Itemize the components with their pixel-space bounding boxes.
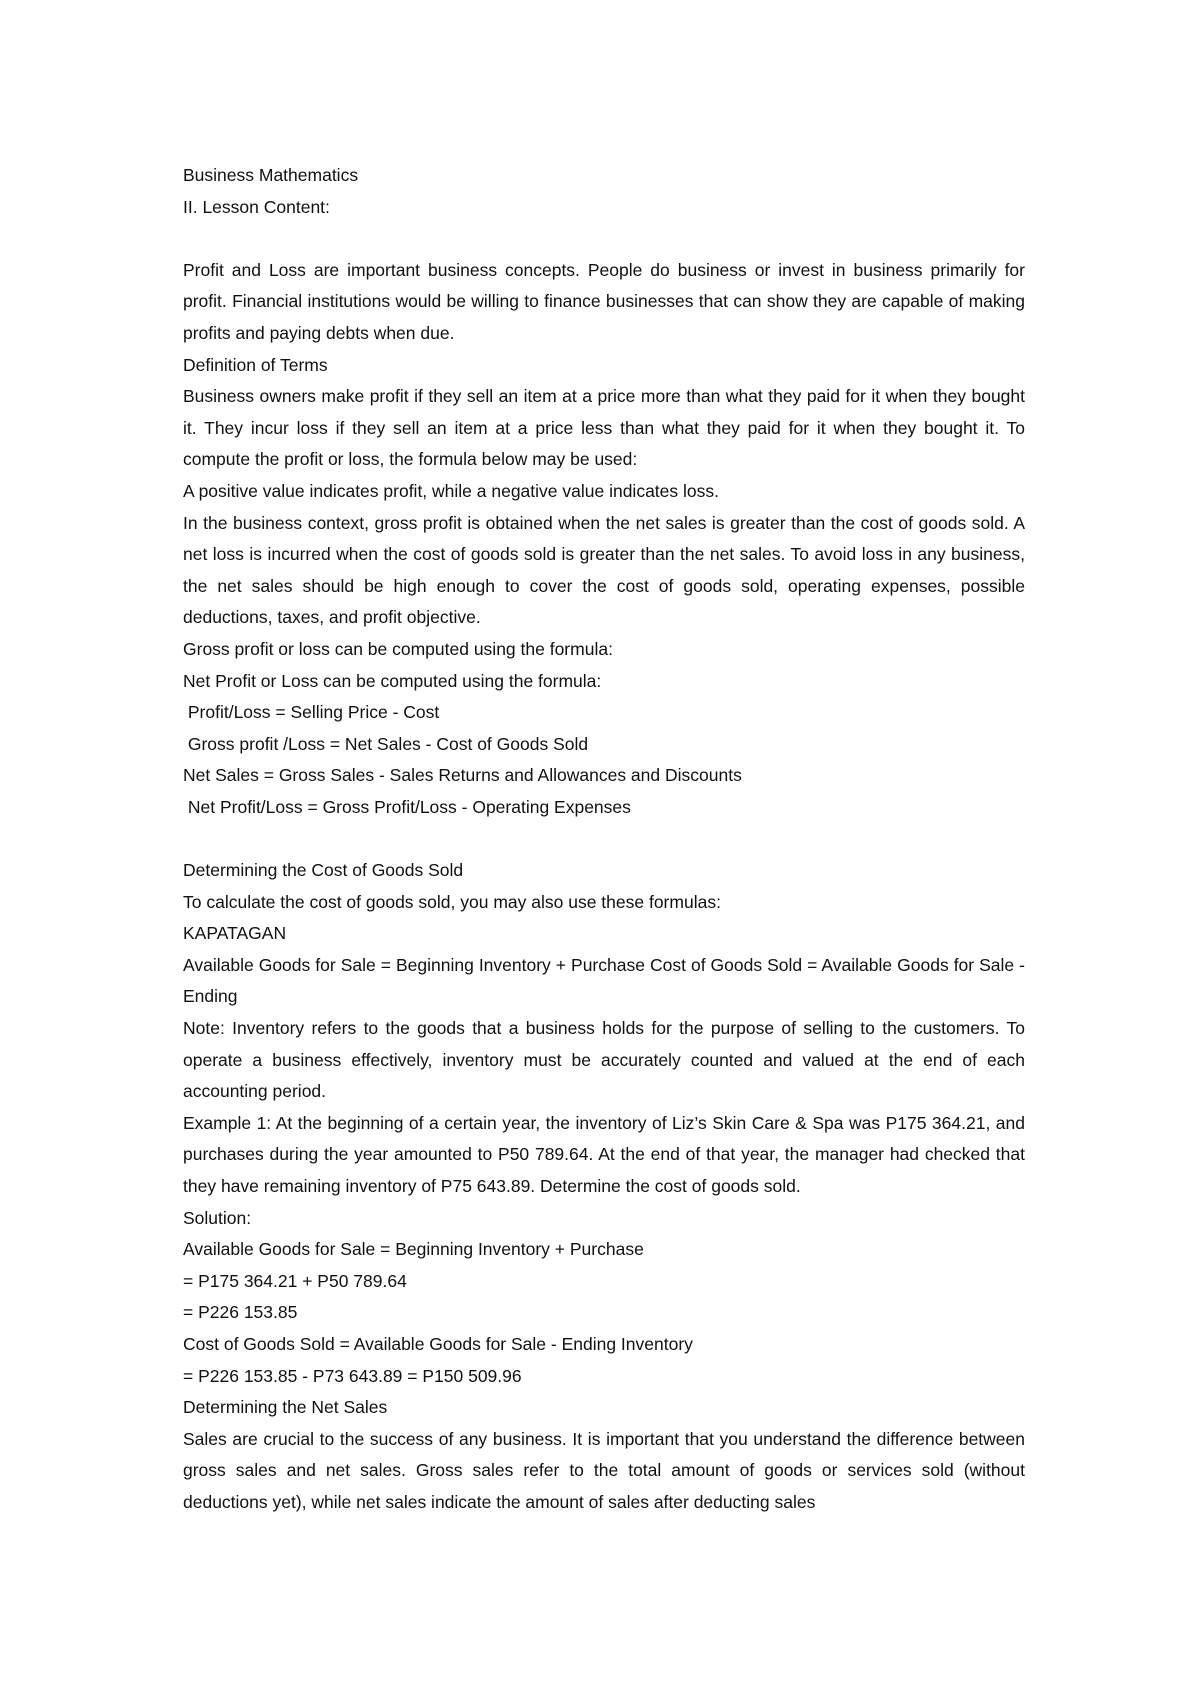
definition-heading: Definition of Terms	[183, 354, 328, 375]
net-formula-intro: Net Profit or Loss can be computed using the formula:	[183, 670, 602, 691]
business-context-paragraph: In the business context, gross profit is obtained when the net sales is greater than the cost of goods sold. A net loss is incurred when the cost of goods sold is greater than the net sales. To avoid loss in any business, the net sales should be high enough to cover the cost of goods sold, operating expenses, possible deductions, taxes, and profit objective.	[183, 512, 1025, 628]
document-header: Business Mathematics	[183, 165, 359, 185]
cogs-heading: Determining the Cost of Goods Sold	[183, 860, 464, 881]
kapatagan-label: KAPATAGAN	[183, 923, 287, 944]
solution-label: Solution:	[183, 1207, 252, 1228]
formula-gross-profit: Gross profit /Loss = Net Sales - Cost of Goods Sold	[183, 733, 589, 754]
solution-line: Cost of Goods Sold = Available Goods for Sale - Ending Inventory	[183, 1333, 693, 1354]
formula-profit-loss: Profit/Loss = Selling Price - Cost	[183, 702, 440, 723]
formula-net-profit: Net Profit/Loss = Gross Profit/Loss - Operating Expenses	[183, 796, 631, 817]
section-title: II. Lesson Content:	[183, 196, 330, 217]
document-page	[183, 160, 1025, 1519]
definition-paragraph: Business owners make profit if they sell an item at a price more than what they paid for it when they bought it. They incur loss if they sell an item at a price less than what they paid for it when they bought it. To compute the profit or loss, the formula below may be used:	[183, 386, 1025, 470]
cogs-intro: To calculate the cost of goods sold, you may also use these formulas:	[183, 891, 721, 912]
solution-line: Available Goods for Sale = Beginning Inventory + Purchase	[183, 1239, 644, 1260]
spacer	[183, 223, 1025, 255]
formula-net-sales: Net Sales = Gross Sales - Sales Returns and Allowances and Discounts	[183, 765, 742, 786]
example-1: Example 1: At the beginning of a certain year, the inventory of Liz’s Skin Care & Spa was P175 364.21, and purchases during the year amounted to P50 789.64. At the end of that year, the manager had checked that they have remaining inventory of P75 643.89. Determine the cost of goods sold.	[183, 1112, 1025, 1196]
solution-line: = P226 153.85 - P73 643.89 = P150 509.96	[183, 1365, 522, 1386]
available-goods-formula: Available Goods for Sale = Beginning Inventory + Purchase Cost of Goods Sold = Available Goods for Sale - Ending	[183, 954, 1025, 1007]
solution-line: = P226 153.85	[183, 1302, 298, 1323]
solution-line: = P175 364.21 + P50 789.64	[183, 1270, 407, 1291]
inventory-note: Note: Inventory refers to the goods that a business holds for the purpose of selling to the customers. To operate a business effectively, inventory must be accurately counted and valued at the end of each accounting period.	[183, 1018, 1025, 1102]
intro-paragraph: Profit and Loss are important business concepts. People do business or invest in business primarily for profit. Financial institutions would be willing to finance businesses that can show they are capable of making profits and paying debts when due.	[183, 259, 1025, 343]
positive-value-note: A positive value indicates profit, while a negative value indicates loss.	[183, 480, 719, 501]
spacer	[183, 823, 1025, 855]
net-sales-paragraph: Sales are crucial to the success of any business. It is important that you understand the difference between gross sales and net sales. Gross sales refer to the total amount of goods or services sold (without deductions yet), while net sales indicate the amount of sales after deducting sales	[183, 1428, 1025, 1512]
gross-formula-intro: Gross profit or loss can be computed using the formula:	[183, 638, 613, 659]
net-sales-heading: Determining the Net Sales	[183, 1397, 388, 1418]
